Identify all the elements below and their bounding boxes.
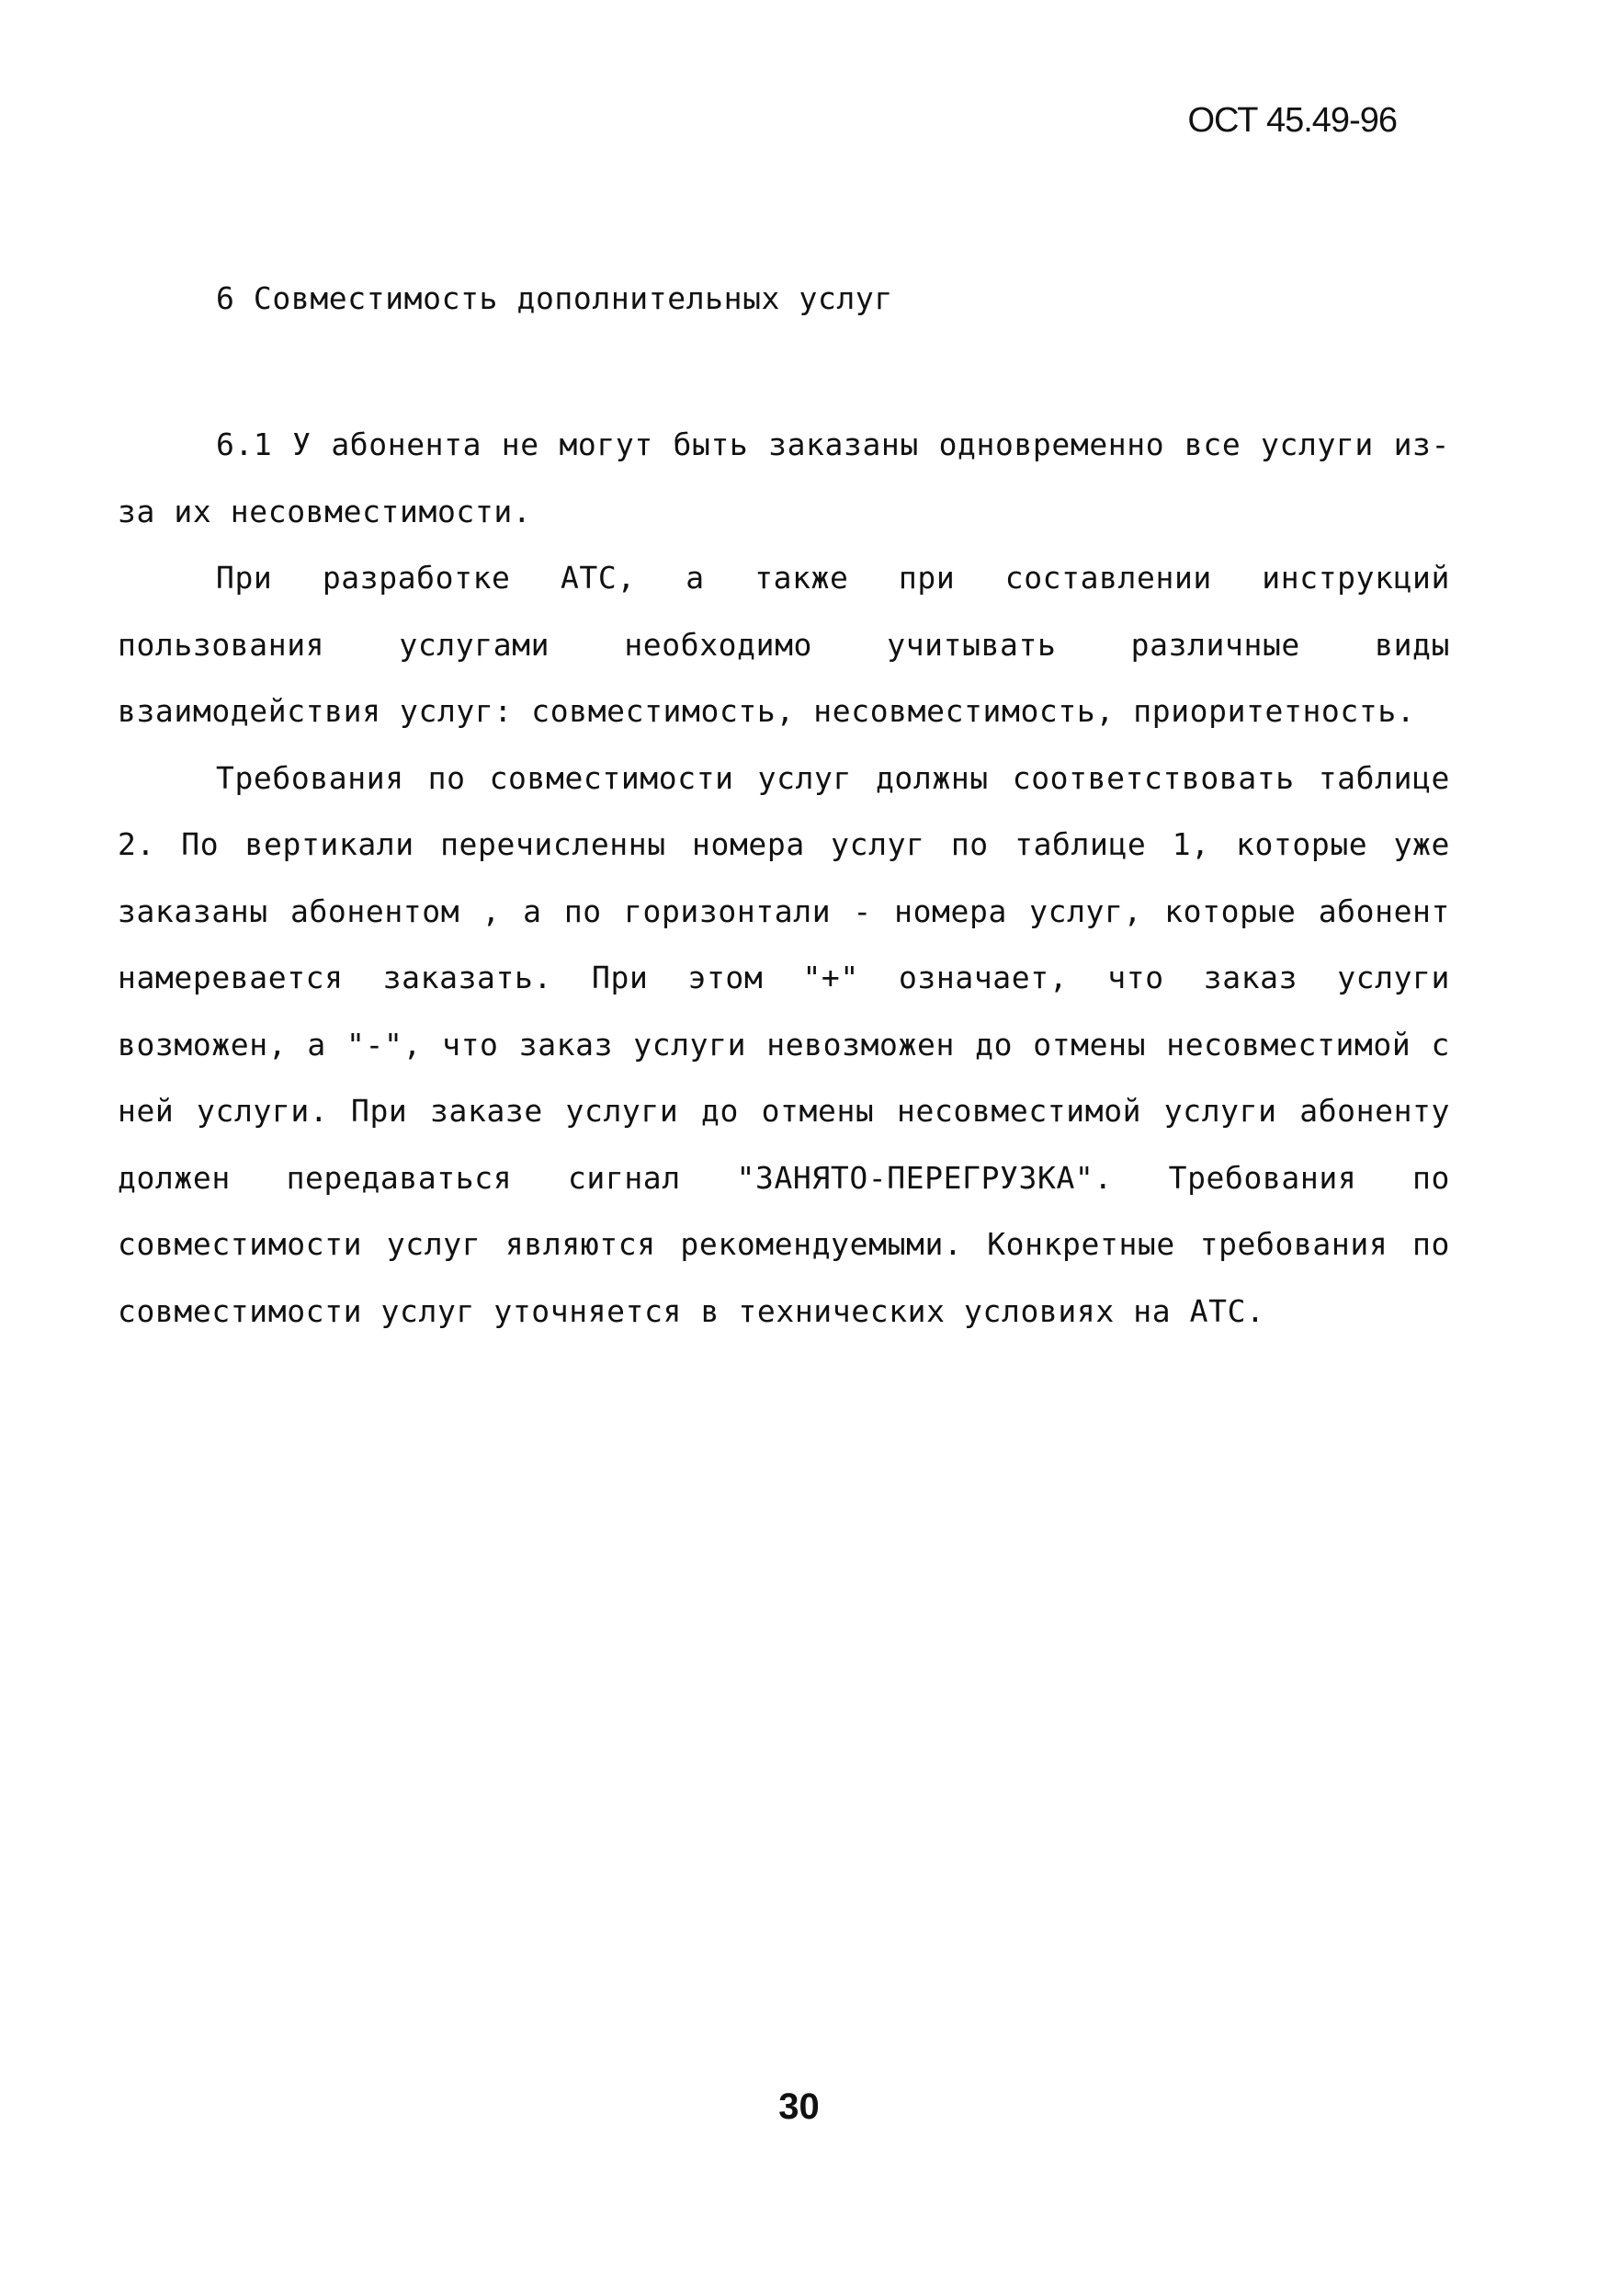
paragraph-interaction-types: При разработке АТС, а также при составлении инструкций пользования услугами необходимо учитывать различные виды взаимодействия услуг: совместимость, несовместимость, приоритетность.: [118, 560, 1450, 729]
section-body: [118, 412, 1450, 1345]
page-number: 30: [778, 2086, 820, 2127]
section-heading: 6 Совместимость дополнительных услуг: [216, 280, 893, 316]
document-code: ОСТ 45.49-96: [1187, 101, 1397, 140]
paragraph-compatibility-requirements: Требования по совместимости услуг должны соответствовать таблице 2. По вертикали перечисленны номера услуг по таблице 1, которые уже заказаны абонентом , а по горизонтали - номера услуг, которые абонент намеревается заказать. При этом "+" означает, что заказ услуги возможен, а "-", что заказ услуги невозможен до отмены несовместимой с ней услуги. При заказе услуги до отмены несовместимой услуги абоненту должен передаваться сигнал "ЗАНЯТО-ПЕРЕГРУЗКА". Требования по совместимости услуг являются рекомендуемыми. Конкретные требования по совместимости услуг уточняется в технических условиях на АТС.: [118, 759, 1450, 1329]
paragraph-6-1: 6.1 У абонента не могут быть заказаны одновременно все услуги из-за их несовместимости.: [118, 426, 1450, 529]
